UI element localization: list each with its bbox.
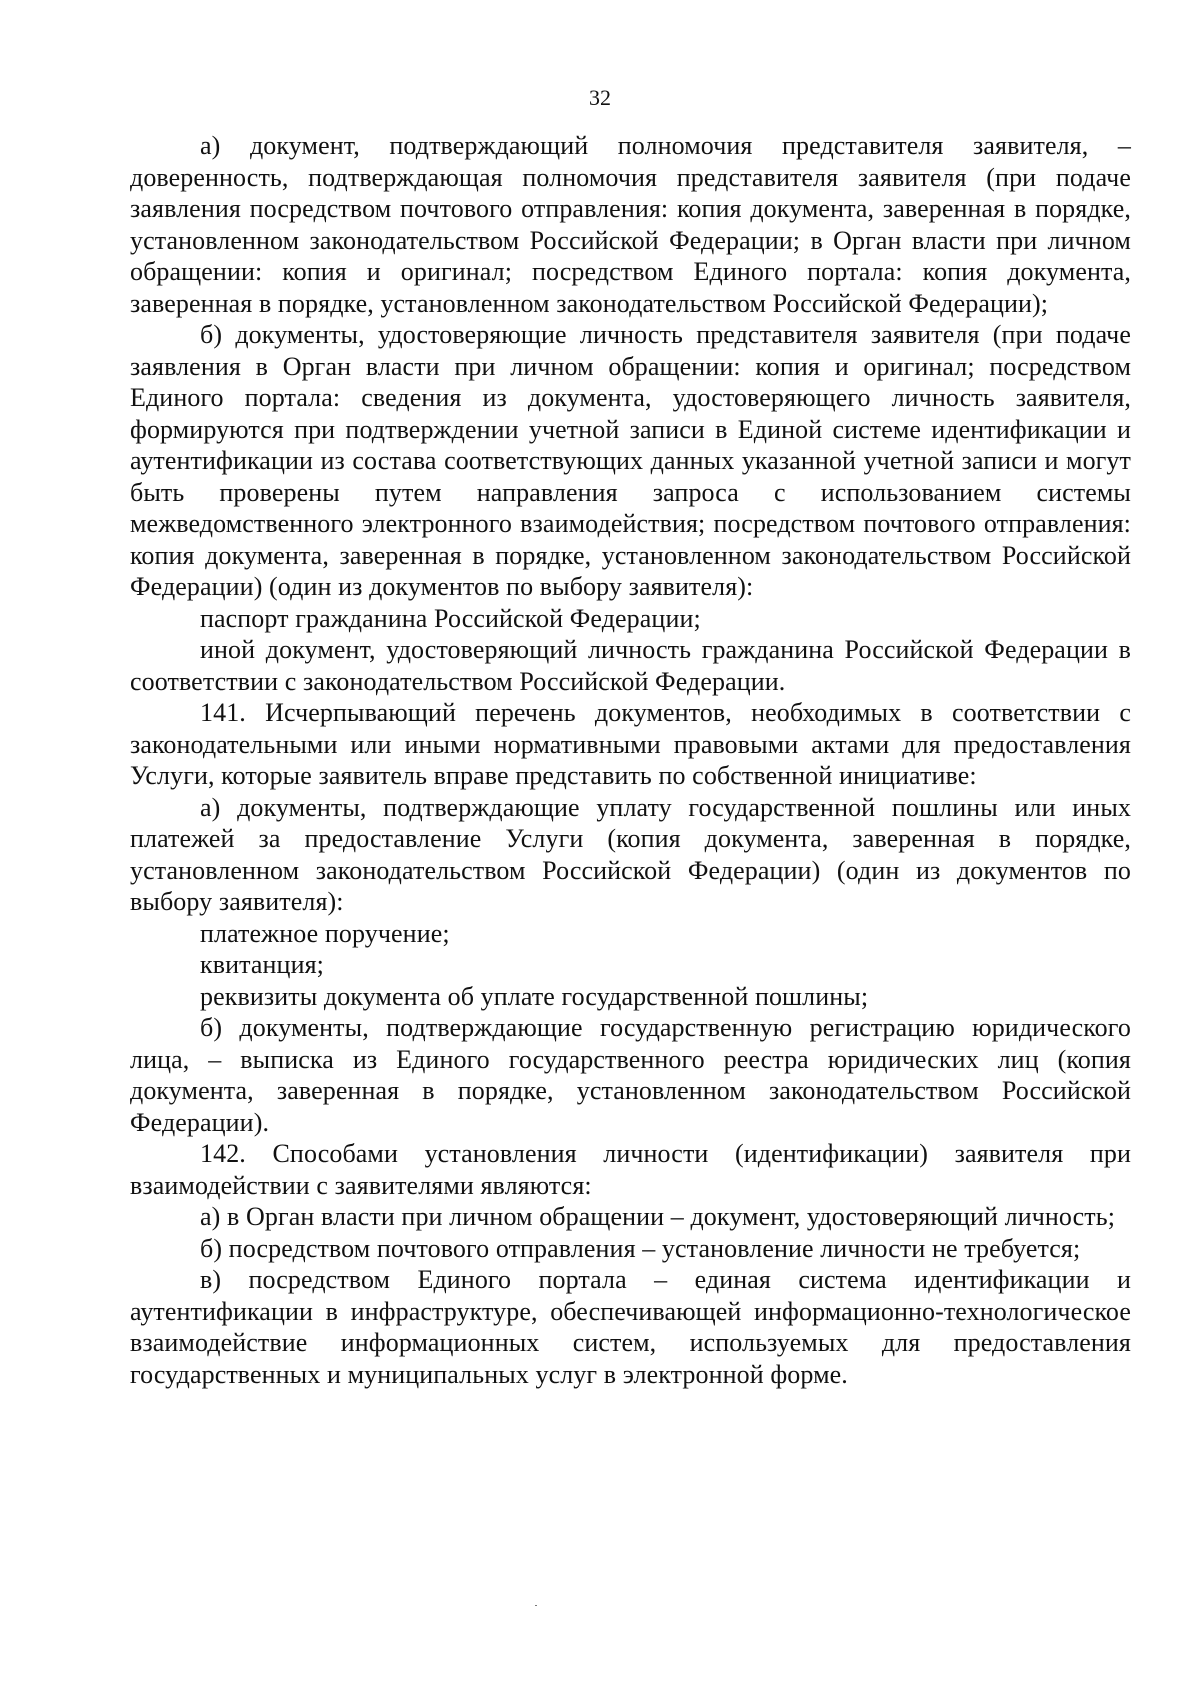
clause-142: 142. Способами установления личности (идентификации) заявителя при взаимодействии с заявителями являются:	[130, 1139, 1131, 1200]
list-item-payment-order: платежное поручение;	[200, 918, 450, 948]
paragraph-a-power-of-attorney: а) документ, подтверждающий полномочия представителя заявителя, – доверенность, подтверждающая полномочия представителя заявителя (при подаче заявления посредством почтового отправления: копия документа, заверенная в порядке, установленном законодательством Российской Федерации; в Орган власти при личном обращении: копия и оригинал; посредством Единого портала: копия документа, заверенная в порядке, установленном законодательством Российской Федерации);	[130, 131, 1131, 318]
paragraph-b-postal: б) посредством почтового отправления – установление личности не требуется;	[200, 1233, 1081, 1263]
paragraph-b-identity-documents: б) документы, удостоверяющие личность представителя заявителя (при подаче заявления в Орган власти при личном обращении: копия и оригинал; посредством Единого портала: сведения из документа, удостоверяющего личность заявителя, формируются при подтверждении учетной записи в Единой системе идентификации и аутентификации из состава соответствующих данных указанной учетной записи и могут быть проверены путем направления запроса с использованием системы межведомственного электронного взаимодействия; посредством почтового отправления: копия документа, заверенная в порядке, установленном законодательством Российской Федерации) (один из документов по выбору заявителя):	[130, 320, 1131, 601]
list-item-other-identity-document: иной документ, удостоверяющий личность гражданина Российской Федерации в соответствии с законодательством Российской Федерации.	[130, 635, 1131, 696]
paragraph-a-payment-documents: а) документы, подтверждающие уплату государственной пошлины или иных платежей за предоставление Услуги (копия документа, заверенная в порядке, установленном законодательством Российской Федерации) (один из документов по выбору заявителя):	[130, 792, 1131, 916]
document-body	[130, 130, 1131, 1390]
list-item-receipt: квитанция;	[200, 950, 324, 979]
paragraph-b-registration-extract: б) документы, подтверждающие государственную регистрацию юридического лица, – выписка из Единого государственного реестра юридических лиц (копия документа, заверенная в порядке, установленном законодательством Российской Федерации).	[130, 1013, 1131, 1137]
list-item-passport: паспорт гражданина Российской Федерации;	[200, 603, 701, 633]
paragraph-c-unified-portal: в) посредством Единого портала – единая система идентификации и аутентификации в инфраструктуре, обеспечивающей информационно-технологическое взаимодействие информационных систем, используемых для предоставления государственных и муниципальных услуг в электронной форме.	[130, 1265, 1131, 1389]
paragraph-a-in-person: а) в Орган власти при личном обращении – документ, удостоверяющий личность;	[200, 1202, 1116, 1231]
scan-artifact	[535, 1605, 537, 1606]
list-item-payment-details: реквизиты документа об уплате государственной пошлины;	[200, 981, 869, 1011]
page-number: 32	[589, 85, 611, 110]
clause-141: 141. Исчерпывающий перечень документов, необходимых в соответствии с законодательными или иными нормативными правовыми актами для предоставления Услуги, которые заявитель вправе представить по собственной инициативе:	[130, 698, 1131, 790]
